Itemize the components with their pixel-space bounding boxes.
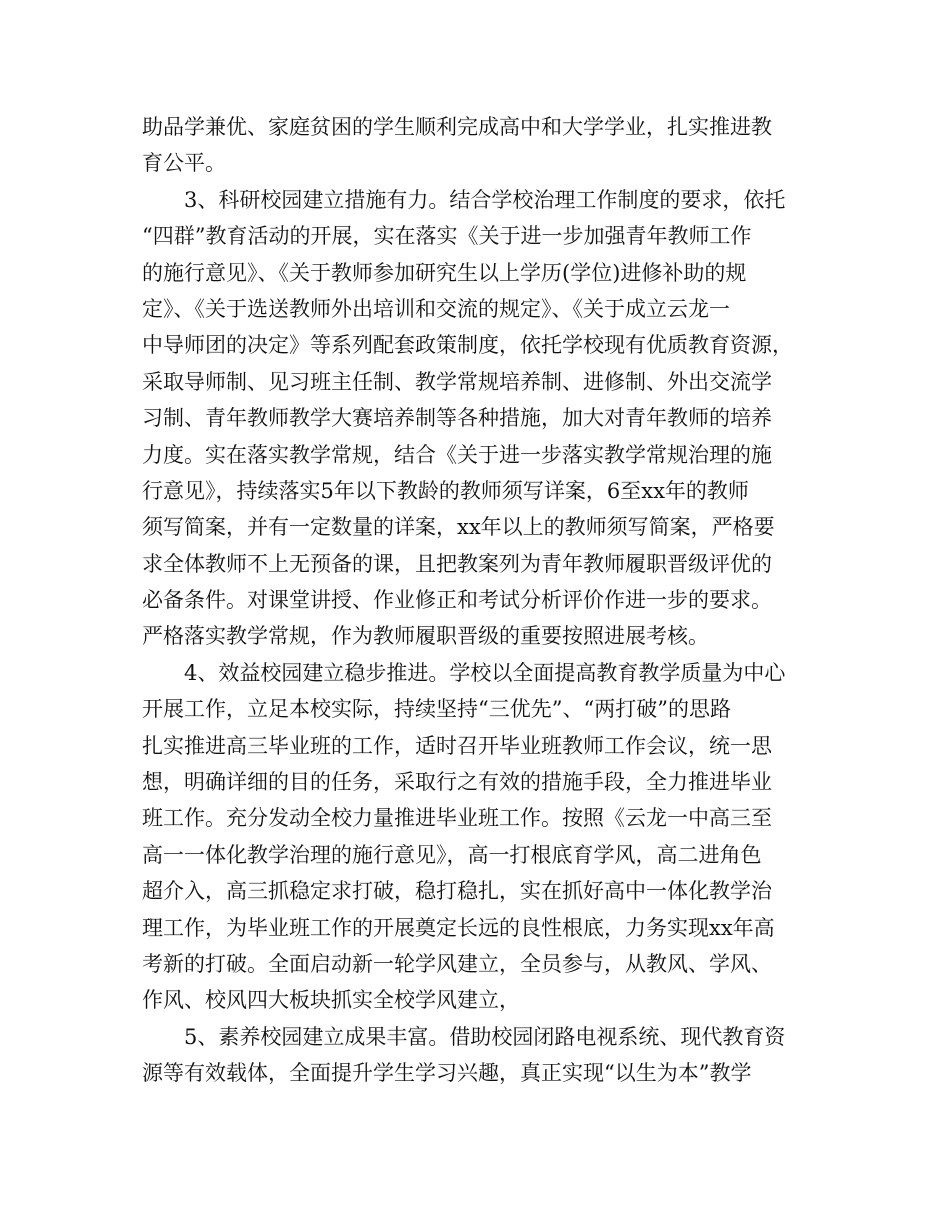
text-line: 高一一体化教学治理的施行意见》，高一打根底育学风，高二进角色 <box>142 842 762 867</box>
text-line: 作风、校风四大板块抓实全校学风建立， <box>142 988 520 1013</box>
text-line: 想，明确详细的目的任务，采取行之有效的措施手段，全力推进毕业 <box>142 770 772 795</box>
text-line: 考新的打破。全面启动新一轮学风建立，全员参与，从教风、学风、 <box>142 951 772 976</box>
text-line: 定》、《关于选送教师外出培训和交流的规定》、《关于成立云龙一 <box>142 296 730 321</box>
text-line: 习制、青年教师教学大赛培养制等各种措施，加大对青年教师的培养 <box>142 406 772 431</box>
text-line: “四群”教育活动的开展，实在落实《关于进一步加强青年教师工作 <box>142 224 752 249</box>
text-line: 助品学兼优、家庭贫困的学生顺利完成高中和大学学业，扎实推进教 <box>142 115 772 139</box>
text-line: 4、效益校园建立稳步推进。学校以全面提高教育教学质量为中心 <box>184 660 786 685</box>
document-body <box>142 109 810 1092</box>
text-line: 源等有效载体，全面提升学生学习兴趣，真正实现“以生为本”教学 <box>142 1061 752 1086</box>
text-line: 采取导师制、见习班主任制、教学常规培养制、进修制、外出交流学 <box>142 369 772 394</box>
text-line: 3、科研校园建立措施有力。结合学校治理工作制度的要求，依托 <box>184 187 786 212</box>
text-line: 扎实推进高三毕业班的工作，适时召开毕业班教师工作会议，统一思 <box>142 733 772 758</box>
text-line: 班工作。充分发动全校力量推进毕业班工作。按照《云龙一中高三至 <box>142 806 772 831</box>
text-line: 必备条件。对课堂讲授、作业修正和考试分析评价作进一步的要求。 <box>142 588 772 613</box>
text-line: 的施行意见》、《关于教师参加研究生以上学历(学位)进修补助的规 <box>142 260 747 285</box>
text-line: 超介入，高三抓稳定求打破，稳打稳扎，实在抓好高中一体化教学治 <box>142 879 772 904</box>
text-line: 力度。实在落实教学常规，结合《关于进一步落实教学常规治理的施 <box>142 442 772 467</box>
text-line: 须写简案，并有一定数量的详案，xx年以上的教师须写简案，严格要 <box>142 515 775 540</box>
text-line: 中导师团的决定》等系列配套政策制度，依托学校现有优质教育资源， <box>142 333 793 358</box>
text-line: 5、素养校园建立成果丰富。借助校园闭路电视系统、现代教育资 <box>184 1024 786 1049</box>
text-line: 严格落实教学常规，作为教师履职晋级的重要按照进展考核。 <box>142 624 709 649</box>
text-line: 育公平。 <box>142 151 226 176</box>
text-line: 行意见》，持续落实5年以下教龄的教师须写详案，6至xx年的教师 <box>142 478 749 503</box>
text-line: 求全体教师不上无预备的课，且把教案列为青年教师履职晋级评优的 <box>142 551 772 576</box>
text-line: 理工作，为毕业班工作的开展奠定长远的良性根底，力务实现xx年高 <box>142 915 775 940</box>
text-line: 开展工作，立足本校实际，持续坚持“三优先”、“两打破”的思路 <box>142 697 731 722</box>
